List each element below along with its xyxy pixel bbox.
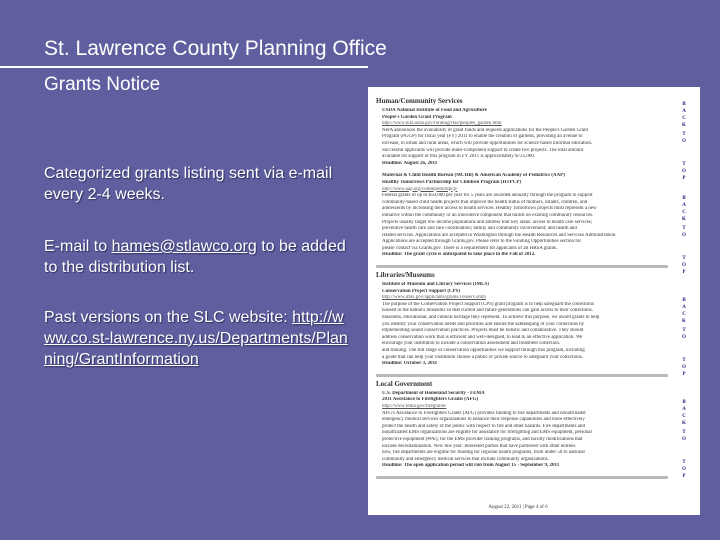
document-body <box>376 95 668 482</box>
bullet-past-versions-text: Past versions on the SLC website: <box>44 309 288 326</box>
grant-entry-link[interactable]: http://www.nifa.usda.gov/funding/rfas/peoples_garden.html <box>382 121 502 127</box>
bullet-email-signup <box>44 236 354 278</box>
grant-entry <box>382 173 668 259</box>
section-divider <box>376 265 668 268</box>
grant-entry-line: nonaffiliated EMS organizations are eligible for assistance for firefighting and EMS equipment, personal <box>382 430 592 436</box>
back-to-top-label[interactable]: B A C K <box>682 298 686 324</box>
document-section-heading: Libraries/Museums <box>376 271 435 280</box>
grant-entry-line: USDA National Institute of Food and Agriculture <box>382 108 487 113</box>
grant-entry-line: Institute of Museum and Library Services (IMLS) <box>382 282 489 288</box>
grant-entry-line: Conservation Project Support (CPS) <box>382 288 461 294</box>
grant-entry-line: Deadline: August 26, 2011 <box>382 160 438 166</box>
back-to-top-label[interactable]: T O P <box>682 460 686 479</box>
grant-entry-line: initiative within the community or an innovative component that builds on existing community resources. <box>382 212 594 218</box>
grant-entry-line: protective equipment (PPE), for the EMS provider training programs, and facility modifications that <box>382 436 583 442</box>
document-footer: August 22, 2011 | Page 4 of 6 <box>488 505 548 510</box>
grant-entry-line: housed in the nation's museums so that current and future generations can gain access to their collections. <box>382 308 593 314</box>
grant-entry-line: protect the health and safety of the public with respect to fire and other hazards. Fire departments and <box>382 423 585 429</box>
grant-entry-line: address conservation work that is efficient and well-designed, to lead to an effective application. We <box>382 334 583 340</box>
grant-entry-line: NIFA announces the availability of grant funds and requests applications for the People's Garden Grant <box>382 127 589 133</box>
grant-entry <box>382 282 668 368</box>
document-section-heading: Local Government <box>376 379 433 388</box>
back-to-top-label[interactable]: T O <box>682 328 686 340</box>
grant-entry-line: now, fire departments are eligible for funding for regional health programs, from under 50 to national <box>382 450 585 456</box>
slide-subtitle: Grants Notice <box>44 74 161 95</box>
grant-entry-line: Maternal & Child Health Bureau (MCHB) & American Academy of Pediatrics (AAP) <box>382 173 565 179</box>
grant-entry-line: Deadline: The grant cycle is anticipated to take place in the Fall of 2012. <box>382 252 536 258</box>
grant-entry-line: community-based child health projects that improve the health status of mothers, infants, children, and <box>382 199 588 205</box>
grant-entry-line: Successful applicants will provide multi-component support to create two projects. The total amount <box>382 147 584 153</box>
grant-entry-line: increase, in urban and rural areas, which will provide opportunities for science based informal education. <box>382 140 593 146</box>
grant-entry-line: museums, educational, and cultural heritage they represent. To achieve this purpose, we award grants to help <box>382 315 600 321</box>
grant-entry-line: U.S. Department of Homeland Security - FEMA <box>382 390 485 396</box>
grant-entry-line: AFG's Assistance to Firefighters Grants (AFG) provides funding to fire departments and nonaffiliated <box>382 410 586 416</box>
back-to-top-label[interactable]: T O <box>682 132 686 144</box>
grant-entry-line: encourage your institution to include a conservation assessment and treatment collection. <box>382 341 561 347</box>
grant-entry <box>382 391 668 470</box>
grant-entry-line: Healthy Tomorrows Partnership for Children Program (HTPCP) <box>382 179 522 185</box>
grant-entry-link[interactable]: http://www.imls.gov/applicants/grants/conserv.shtm <box>382 295 486 301</box>
grant-entry-line: a guide that can help your institution choose a public or private source to safeguard your collections. <box>382 354 583 360</box>
grant-entry-line: People's Garden Grant Program <box>382 114 452 120</box>
grant-entry-link[interactable]: http://www.fema.gov/firegrants/ <box>382 403 447 409</box>
grant-entry-line: you identify your conservation needs and priorities and ensure the safekeeping of your collections by <box>382 321 585 327</box>
back-to-top-label[interactable]: T O <box>682 430 686 442</box>
back-to-top-label[interactable]: B A C K <box>682 102 686 128</box>
grant-entry-line: implementing sound conservation practices. Projects must be holistic and collaborative. They should <box>382 328 584 334</box>
grant-entry-line: related services. Applications are accepted in Washington through the Health Resources and Services Administration. <box>382 232 617 238</box>
grant-entry-line: Projects usually target low income populations and address four key areas: access to health care services; <box>382 219 593 225</box>
bullet-past-versions <box>44 307 354 370</box>
back-to-top-label[interactable]: T O P <box>682 358 686 377</box>
bullet-listing-frequency: Categorized grants listing sent via e-mail every 2-4 weeks. <box>44 165 333 203</box>
section-divider <box>376 476 668 479</box>
grant-entry-line: Program (PGGP) for fiscal year (FY) 2011 to enable the creation of gardens, providing an avenue to <box>382 134 583 140</box>
section-divider <box>376 374 668 377</box>
grant-entry-line: please contact via Grants.gov. There is a requirement for applicants of all HRSA grants. <box>382 245 558 251</box>
grant-entry <box>382 108 668 167</box>
back-to-top-label[interactable]: B A C K <box>682 196 686 222</box>
website-link[interactable]: http://www.co.st-lawrence.ny.us/Departments/Planning/GrantInformation <box>44 309 348 368</box>
grant-entry-line: Federal grants of up to $50,000 per year for 5 years are awarded annually through the program to support <box>382 193 593 199</box>
grant-entry-line: community and emergency medical services that include community organizations. <box>382 456 549 462</box>
grant-entry-line: The purpose of the Conservation Project Support (CPS) grant program is to help safeguard the collections <box>382 301 594 307</box>
grant-entry-line: adolescents by increasing their access to health services. Healthy Tomorrows projects must represent a new <box>382 206 597 212</box>
back-to-top-label[interactable]: B A C K <box>682 400 686 426</box>
grant-entry-line: include decontamination. New this year: Interested parties that have partnered with other entities <box>382 443 576 449</box>
grant-entry-line: emergency medical services organizations to enhance their response capabilities and more effectively <box>382 417 585 423</box>
title-divider <box>0 66 368 68</box>
back-to-top-label[interactable]: T O P <box>682 162 686 181</box>
grants-document-preview <box>368 87 700 515</box>
grant-entry-line: and training. The full range of conservation opportunities we support through this program, including <box>382 348 585 353</box>
grant-entry-line: Deadline: The open application period will run from August 15 - September 9, 2011 <box>382 463 560 469</box>
grant-entry-line: Deadline: October 3, 2011 <box>382 361 438 367</box>
grant-entry-line: Applications are accepted through Grants.gov. Please refer to the Funding Opportunities section for <box>382 239 582 245</box>
email-link[interactable]: hames@stlawco.org <box>111 238 257 255</box>
bullet-email-suffix: to be added to the distribution list. <box>44 238 346 276</box>
slide-title: St. Lawrence County Planning Office <box>44 37 387 60</box>
grant-entry-line: 2011 Assistance to Firefighters Grants (AFG) <box>382 397 479 403</box>
grant-entry-line: available for support of this program in FY 2011 is approximately $725,000. <box>382 154 536 160</box>
document-section-heading: Human/Community Services <box>376 97 463 105</box>
grant-entry-line: preventive health care and care coordination; family and community involvement; and health and <box>382 226 577 232</box>
bullet-email-prefix: E-mail to <box>44 238 112 255</box>
grant-entry-link[interactable]: http://www.aap.org/commpeds/htpcp/ <box>382 186 458 192</box>
back-to-top-sidebar <box>668 87 700 515</box>
back-to-top-label[interactable]: T O <box>682 226 686 238</box>
back-to-top-label[interactable]: T O P <box>682 256 686 275</box>
